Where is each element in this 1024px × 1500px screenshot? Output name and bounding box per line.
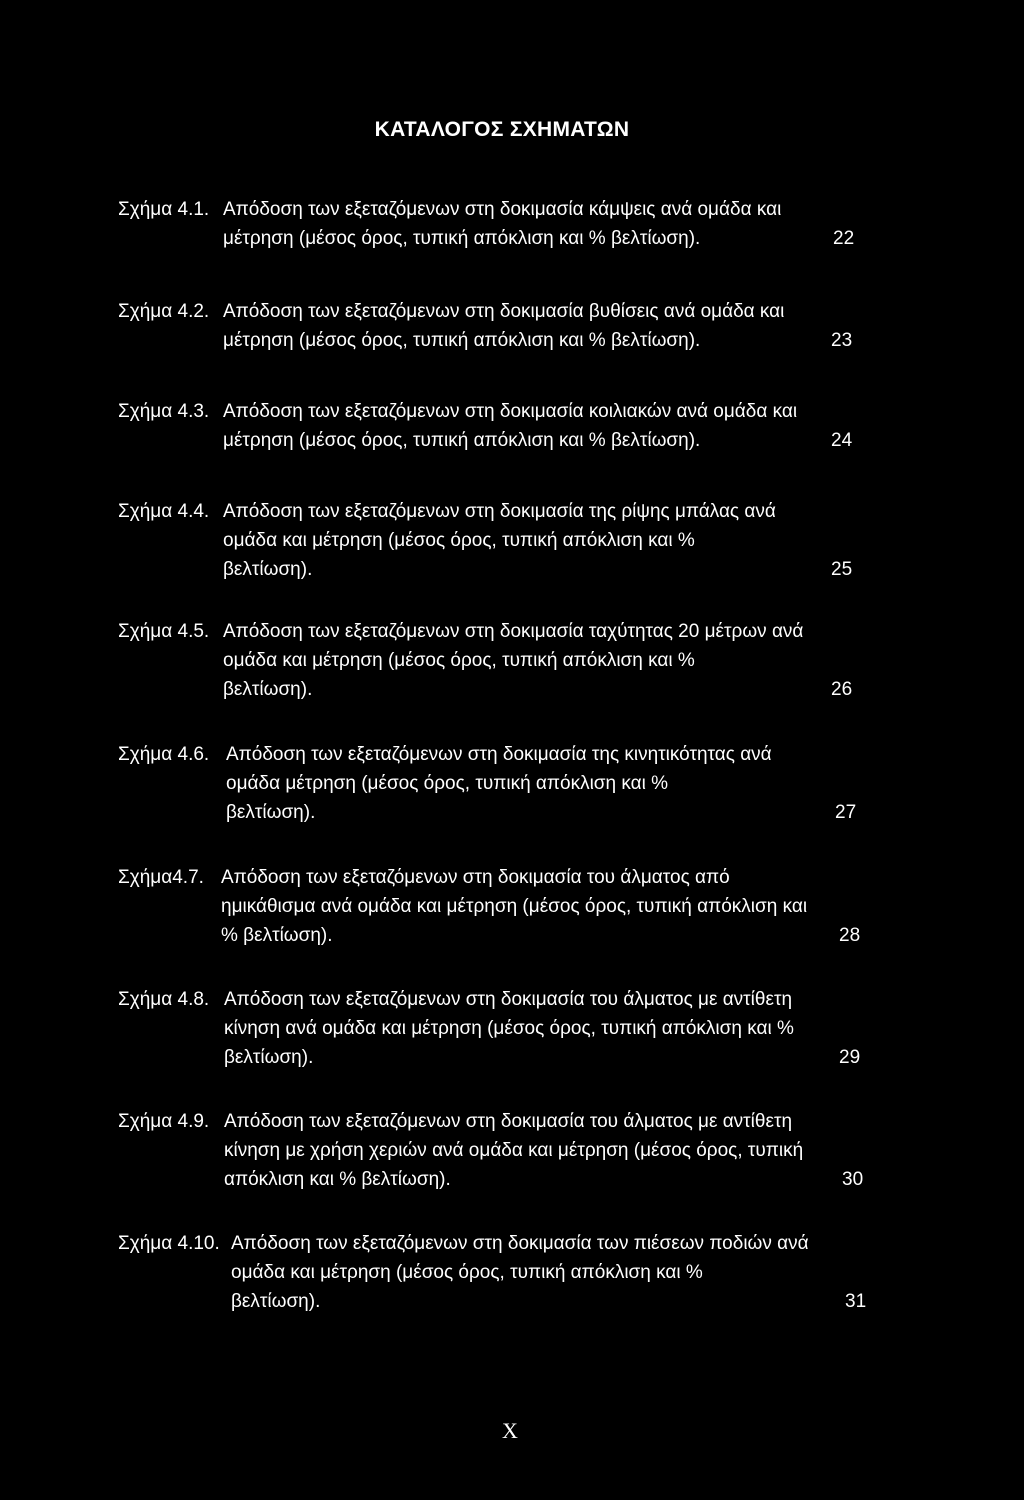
figure-label: Σχήμα4.7. [118,867,204,888]
figure-caption-line: Απόδοση των εξεταζόμενων στη δοκιμασία του άλματος με αντίθετη [224,989,793,1010]
figure-entry [118,985,861,1072]
figure-caption-line: βελτίωση). [231,1291,321,1312]
figure-caption-line: Απόδοση των εξεταζόμενων στη δοκιμασία κοιλιακών ανά ομάδα και [223,401,798,422]
figure-entry [118,297,853,355]
figure-page-number: 25 [831,559,853,580]
figure-caption-line: Απόδοση των εξεταζόμενων στη δοκιμασία του άλματος με αντίθετη [224,1111,793,1132]
figure-entry-row [118,1107,803,1136]
figure-caption-line: μέτρηση (μέσος όρος, τυπική απόκλιση και % βελτίωση). [223,430,701,451]
figure-entry [118,497,853,584]
figure-entry-row [118,1258,809,1287]
figure-caption-line: ομάδα και μέτρηση (μέσος όρος, τυπική απόκλιση και % [223,530,695,551]
figure-label: Σχήμα 4.4. [118,501,210,522]
figure-entry-row [118,1165,864,1194]
figure-label: Σχήμα 4.6. [118,744,210,765]
figure-label: Σχήμα 4.2. [118,301,210,322]
figure-page-number: 30 [842,1169,864,1190]
figure-entry-row [118,798,857,827]
figure-entry [118,397,853,455]
figure-entry-row [118,1014,794,1043]
figure-label: Σχήμα 4.8. [118,989,210,1010]
figure-page-number: 26 [831,679,853,700]
figure-entry-row [118,863,807,892]
figure-entry-row [118,326,853,355]
figure-entry-row [118,497,776,526]
figure-entry-row [118,1043,861,1072]
figure-caption-line: μέτρηση (μέσος όρος, τυπική απόκλιση και % βελτίωση). [223,330,701,351]
figure-caption-line: βελτίωση). [223,559,313,580]
figure-entry-row [118,224,855,253]
figure-entry [118,863,861,950]
figure-entry-row [118,921,861,950]
figure-entry-row [118,195,781,224]
figure-caption-line: κίνηση ανά ομάδα και μέτρηση (μέσος όρος, τυπική απόκλιση και % [224,1018,794,1039]
figure-entry-row [118,526,776,555]
figure-page-number: 27 [835,802,857,823]
figure-caption-line: απόκλιση και % βελτίωση). [224,1169,451,1190]
figure-page-number: 22 [833,228,855,249]
figure-caption-line: Απόδοση των εξεταζόμενων στη δοκιμασία της ρίψης μπάλας ανά [223,501,776,522]
figure-entry-row [118,646,803,675]
figure-page-number: 31 [845,1291,867,1312]
figure-entry [118,740,857,827]
figure-caption-line: Απόδοση των εξεταζόμενων στη δοκιμασία κάμψεις ανά ομάδα και [223,199,782,220]
figure-entry-row [118,1229,809,1258]
figure-label: Σχήμα 4.1. [118,199,210,220]
figure-entry-row [118,555,853,584]
page-title: ΚΑΤΑΛΟΓΟΣ ΣΧΗΜΑΤΩΝ [374,118,630,141]
figure-caption-line: ομάδα και μέτρηση (μέσος όρος, τυπική απόκλιση και % [223,650,695,671]
figure-entry-row [118,1287,867,1316]
figure-entry-row [118,675,853,704]
figure-label: Σχήμα 4.10. [118,1233,220,1254]
figure-entry-row [118,769,772,798]
figure-caption-line: Απόδοση των εξεταζόμενων στη δοκιμασία ταχύτητας 20 μέτρων ανά [223,621,804,642]
figure-page-number: 28 [839,925,861,946]
figure-label: Σχήμα 4.9. [118,1111,210,1132]
page-number: X [502,1418,518,1443]
figure-caption-line: Απόδοση των εξεταζόμενων στη δοκιμασία των πιέσεων ποδιών ανά [231,1233,809,1254]
figure-caption-line: κίνηση με χρήση χεριών ανά ομάδα και μέτρηση (μέσος όρος, τυπική [224,1140,804,1161]
figure-entry-row [118,1136,803,1165]
figure-page-number: 24 [831,430,853,451]
figure-entry-row [118,740,772,769]
figure-caption-line: βελτίωση). [224,1047,314,1068]
figure-entry [118,195,855,253]
figure-entry-row [118,397,797,426]
figure-caption-line: Απόδοση των εξεταζόμενων στη δοκιμασία βυθίσεις ανά ομάδα και [223,301,785,322]
figure-entry [118,1107,864,1194]
figure-entry-row [118,297,784,326]
figure-caption-line: Απόδοση των εξεταζόμενων στη δοκιμασία της κινητικότητας ανά [226,744,772,765]
figure-caption-line: βελτίωση). [223,679,313,700]
figure-caption-line: ημικάθισμα ανά ομάδα και μέτρηση (μέσος όρος, τυπική απόκλιση και [221,896,808,917]
figure-caption-line: Απόδοση των εξεταζόμενων στη δοκιμασία του άλματος από [221,867,730,888]
figure-entry [118,617,853,704]
figure-entry-row [118,985,794,1014]
figure-entry-row [118,617,803,646]
figure-label: Σχήμα 4.5. [118,621,210,642]
figure-caption-line: μέτρηση (μέσος όρος, τυπική απόκλιση και % βελτίωση). [223,228,701,249]
figure-label: Σχήμα 4.3. [118,401,210,422]
figure-page-number: 29 [839,1047,861,1068]
figure-entry [118,1229,867,1316]
figure-caption-line: ομάδα και μέτρηση (μέσος όρος, τυπική απόκλιση και % [231,1262,703,1283]
figure-caption-line: ομάδα μέτρηση (μέσος όρος, τυπική απόκλιση και % [226,773,669,794]
figure-caption-line: % βελτίωση). [221,925,333,946]
figure-caption-line: βελτίωση). [226,802,316,823]
figure-page-number: 23 [831,330,853,351]
figure-entry-row [118,426,853,455]
figure-entry-row [118,892,807,921]
